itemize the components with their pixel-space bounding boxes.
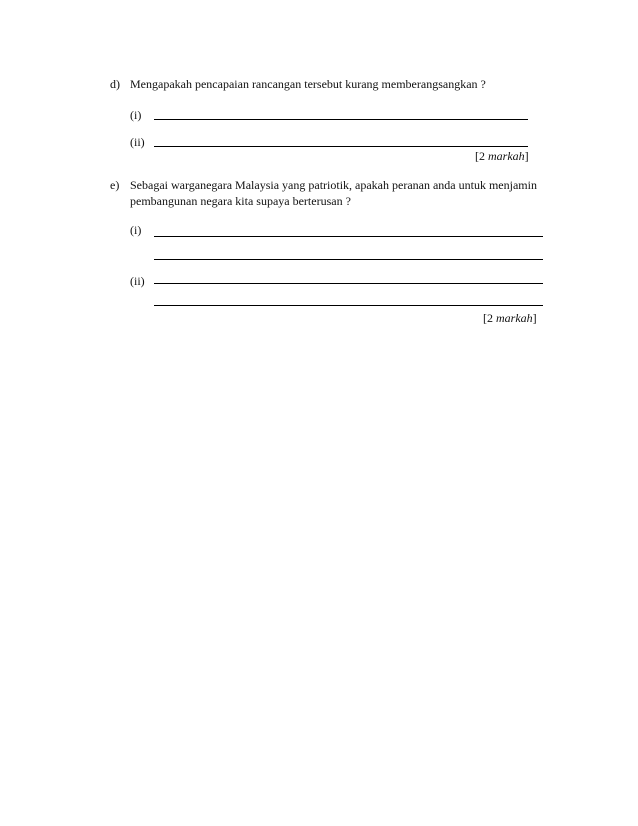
question-d-sub-ii-label: (ii) [130,135,145,149]
question-d-marks [475,149,529,163]
question-d-label: d) [110,77,120,91]
question-e-marks [483,311,537,325]
marks-word: markah [496,311,533,325]
answer-line-e-ii-1[interactable] [154,283,543,284]
question-e-label: e) [110,178,120,192]
answer-line-e-i-2[interactable] [154,259,543,260]
marks-open: [2 [475,149,488,163]
marks-close: ] [524,149,529,163]
answer-line-d-ii[interactable] [154,146,528,147]
answer-line-e-ii-2[interactable] [154,305,543,306]
question-d-sub-i-label: (i) [130,108,142,122]
question-d-text: Mengapakah pencapaian rancangan tersebut kurang memberangsangkan ? [130,77,486,91]
question-e-text-line2: pembangunan negara kita supaya berterusan ? [130,194,351,208]
question-e-sub-ii-label: (ii) [130,274,145,288]
question-e-sub-i-label: (i) [130,223,142,237]
marks-close: ] [532,311,537,325]
question-e-text-line1: Sebagai warganegara Malaysia yang patriotik, apakah peranan anda untuk menjamin [130,178,537,192]
answer-line-e-i-1[interactable] [154,236,543,237]
marks-open: [2 [483,311,496,325]
marks-word: markah [488,149,525,163]
answer-line-d-i[interactable] [154,119,528,120]
